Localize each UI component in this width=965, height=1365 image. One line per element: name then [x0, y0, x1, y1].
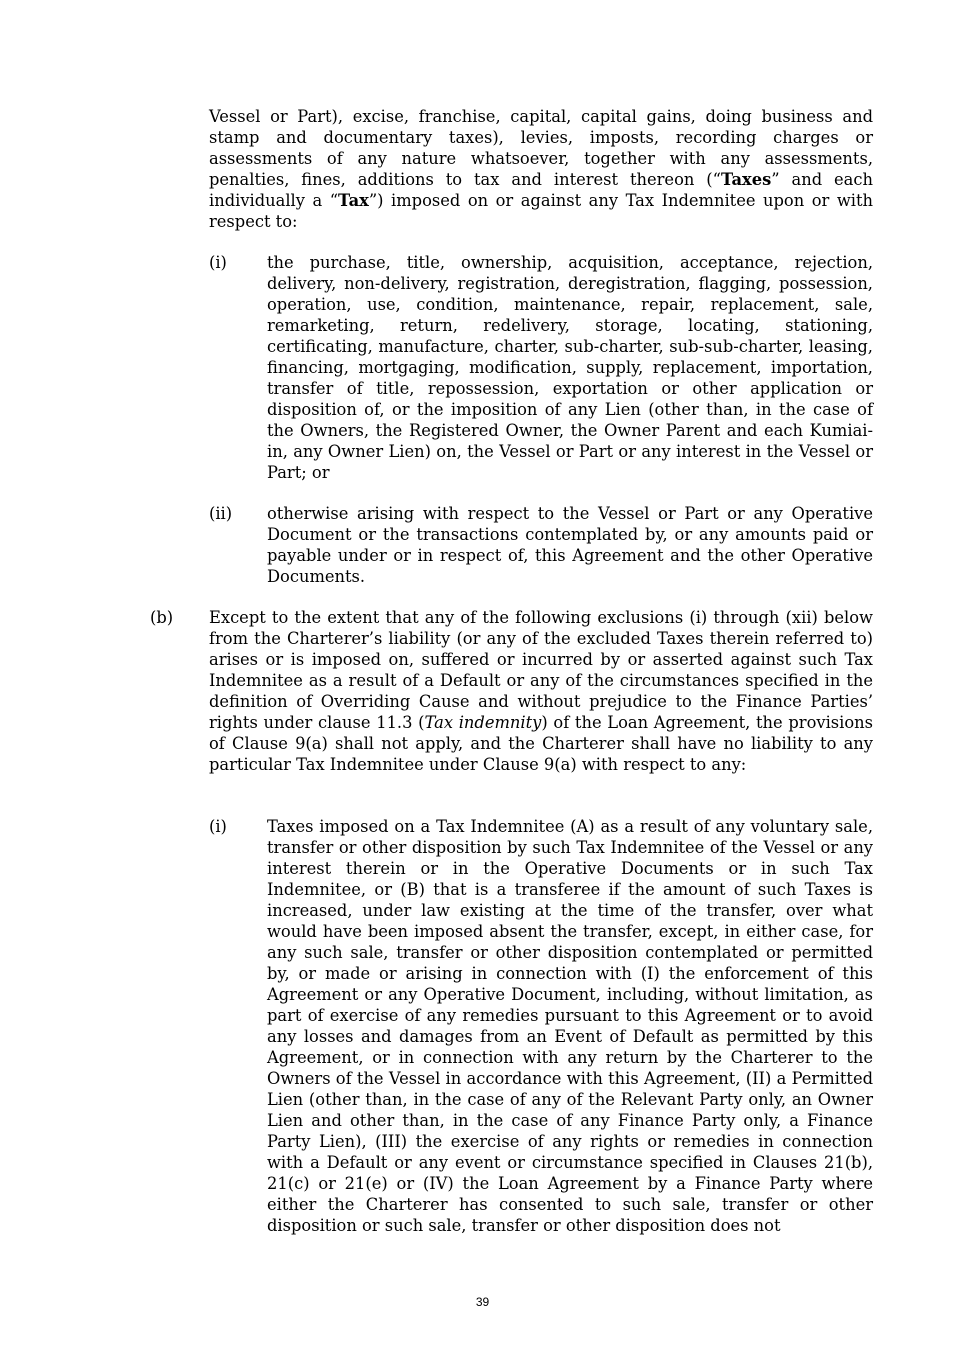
intro-text-2: ” and each individually a “: [209, 170, 873, 210]
clause-a-ii-label: (ii): [209, 504, 233, 523]
defined-term-tax: Tax: [338, 191, 369, 210]
intro-paragraph: [209, 106, 873, 232]
clause-a-i-text: the purchase, title, ownership, acquisition, acceptance, rejection, delivery, non-delivery, registration, deregistration, flagging, possession, operation, use, condition, maintenance, repair, replacement, sale, remarketing, return, redelivery, storage, locating, stationing, certificating, manufacture, charter, sub-charter, sub-sub-charter, leasing, financing, mortgaging, modification, supply, replacement, importation, transfer of title, repossession, exportation or other application or disposition of, or the imposition of any Lien (other than, in the case of the Owners, the Registered Owner, the Owner Parent and each Kumiai-in, any Owner Lien) on, the Vessel or Part or any interest in the Vessel or Part; or: [267, 253, 873, 482]
intro-text-1: Vessel or Part), excise, franchise, capital, capital gains, doing business and stamp and documentary taxes), levies, imposts, recording charges or assessments of any nature whatsoever, together with any assessments, penalties, fines, additions to tax and interest thereon (“: [209, 107, 873, 189]
defined-term-taxes: Taxes: [720, 170, 772, 189]
clause-b-i-label: (i): [209, 817, 227, 836]
clause-b-italic-reference: Tax indemnity: [424, 713, 542, 732]
clause-b-text: [209, 607, 873, 775]
clause-a-i-label: (i): [209, 253, 227, 272]
clause-b-text-2: ) of the Loan Agreement, the provisions of Clause 9(a) shall not apply, and the Charterer shall have no liability to any particular Tax Indemnitee under Clause 9(a) with respect to any:: [209, 713, 873, 774]
clause-b-text-1: Except to the extent that any of the following exclusions (i) through (xii) below from the Charterer’s liability (or any of the excluded Taxes therein referred to) arises or is imposed on, suffered or incurred by or asserted against such Tax Indemnitee as a result of a Default or any of the circumstances specified in the definition of Overriding Cause and without prejudice to the Finance Parties’ rights under clause 11.3 (: [209, 608, 873, 732]
clause-a-ii-text: otherwise arising with respect to the Vessel or Part or any Operative Document or the transactions contemplated by, or any amounts paid or payable under or in respect of, this Agreement and the other Operative Documents.: [267, 504, 873, 586]
intro-text-3: ”) imposed on or against any Tax Indemnitee upon or with respect to:: [209, 191, 873, 231]
clause-b-i-text: Taxes imposed on a Tax Indemnitee (A) as a result of any voluntary sale, transfer or other disposition by such Tax Indemnitee of the Vessel or any interest therein or in the Operative Documents or in such Tax Indemnitee, or (B) that is a transferee if the amount of such Taxes is increased, under law existing at the time of the transfer, over what would have been imposed absent the transfer, except, in either case, for any such sale, transfer or other disposition contemplated or permitted by, or made or arising in connection with (I) the enforcement of this Agreement or any Operative Document, including, without limitation, as part of exercise of any remedies pursuant to this Agreement or to avoid any losses and damages from an Event of Default as permitted by this Agreement, or in connection with any return by the Charterer to the Owners of the Vessel in accordance with this Agreement, (II) a Permitted Lien (other than, in the case of any of the Relevant Party only, an Owner Lien and other than, in the case of any Finance Party only, a Finance Party Lien), (III) the exercise of any rights or remedies in connection with a Default or any event or circumstance specified in Clauses 21(b), 21(c) or 21(e) or (IV) the Loan Agreement by a Finance Party where either the Charterer has consented to such sale, transfer or other disposition or such sale, transfer or other disposition does not: [267, 817, 873, 1235]
page-number: 39: [475, 1295, 490, 1309]
clause-b-label: (b): [150, 608, 174, 627]
